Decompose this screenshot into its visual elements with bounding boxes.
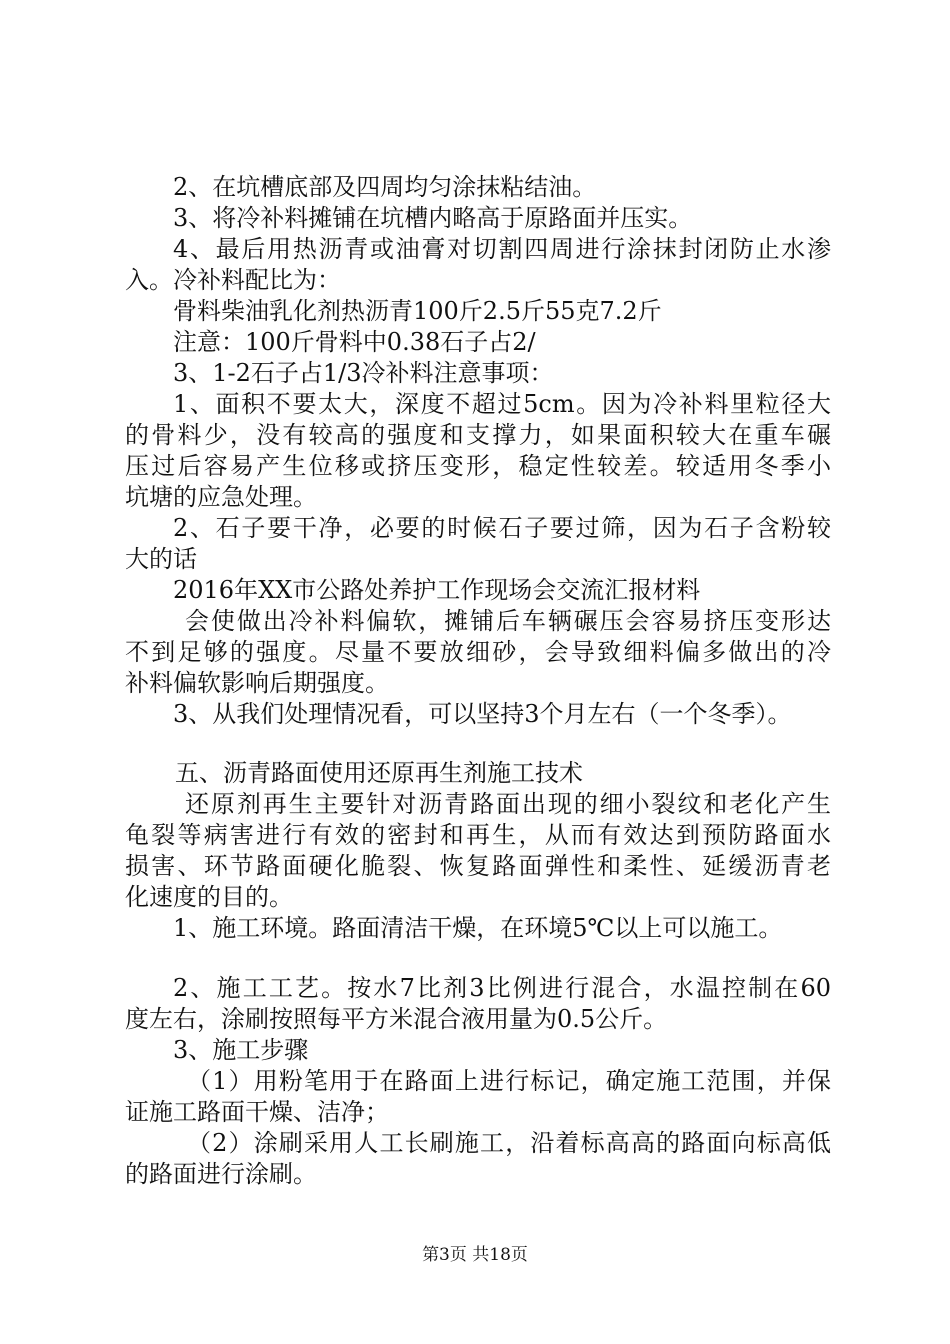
- paragraph-line: 补料偏软影响后期强度。: [125, 669, 389, 697]
- paragraph-line: 2、在坑槽底部及四周均匀涂抹粘结油。: [173, 173, 597, 201]
- paragraph-line: 化速度的目的。: [125, 883, 293, 911]
- paragraph-line: 度左右，涂刷按照每平方米混合液用量为0.5公斤。: [125, 1005, 668, 1033]
- paragraph-line: 4、最后用热沥青或油膏对切割四周进行涂抹封闭防止水渗: [173, 235, 831, 263]
- paragraph-line: 1、施工环境。路面清洁干燥，在环境5℃以上可以施工。: [173, 914, 783, 942]
- paragraph-line: 还原剂再生主要针对沥青路面出现的细小裂纹和老化产生: [185, 790, 831, 818]
- paragraph-line: 龟裂等病害进行有效的密封和再生，从而有效达到预防路面水: [125, 821, 831, 849]
- paragraph-line: 坑塘的应急处理。: [125, 483, 317, 511]
- paragraph-line: 证施工路面干燥、洁净；: [125, 1098, 389, 1126]
- paragraph-line: 会使做出冷补料偏软，摊铺后车辆碾压会容易挤压变形达: [185, 607, 831, 635]
- paragraph-line: 3、从我们处理情况看，可以坚持3个月左右（一个冬季）。: [173, 700, 792, 728]
- paragraph-line: 的路面进行涂刷。: [125, 1160, 317, 1188]
- paragraph-line: （1）用粉笔用于在路面上进行标记，确定施工范围，并保: [187, 1067, 831, 1095]
- paragraph-line: 2、石子要干净，必要的时候石子要过筛，因为石子含粉较: [173, 514, 831, 542]
- paragraph-line: 大的话: [125, 545, 197, 573]
- blank-line: [125, 944, 831, 973]
- paragraph-line: 损害、环节路面硬化脆裂、恢复路面弹性和柔性、延缓沥青老: [125, 852, 831, 880]
- document-body: [125, 172, 831, 1190]
- paragraph-line: 的骨料少，没有较高的强度和支撑力，如果面积较大在重车碾: [125, 421, 831, 449]
- paragraph-line: 入。冷补料配比为：: [125, 266, 341, 294]
- paragraph-line: 压过后容易产生位移或挤压变形，稳定性较差。较适用冬季小: [125, 452, 831, 480]
- report-title-line: 2016年XX市公路处养护工作现场会交流汇报材料: [173, 576, 701, 604]
- page-number-footer: 第3页 共18页: [422, 1245, 528, 1265]
- paragraph-line: 2、施工工艺。按水7比剂3比例进行混合，水温控制在60: [173, 974, 831, 1002]
- paragraph-line: 注意：100斤骨料中0.38石子占2/: [173, 328, 536, 356]
- section-heading: 五、沥青路面使用还原再生剂施工技术: [175, 759, 583, 787]
- paragraph-line: （2）涂刷采用人工长刷施工，沿着标高高的路面向标高低: [187, 1129, 831, 1157]
- paragraph-line: 3、1-2石子占1/3冷补料注意事项：: [173, 359, 554, 387]
- paragraph-line: 不到足够的强度。尽量不要放细砂，会导致细料偏多做出的冷: [125, 638, 831, 666]
- paragraph-line: 1、面积不要太大，深度不超过5cm。因为冷补料里粒径大: [173, 390, 831, 418]
- paragraph-line: 骨料柴油乳化剂热沥青100斤2.5斤55克7.2斤: [173, 297, 662, 325]
- blank-line: [125, 730, 831, 758]
- paragraph-line: 3、施工步骤: [173, 1036, 309, 1064]
- paragraph-line: 3、将冷补料摊铺在坑槽内略高于原路面并压实。: [173, 204, 693, 232]
